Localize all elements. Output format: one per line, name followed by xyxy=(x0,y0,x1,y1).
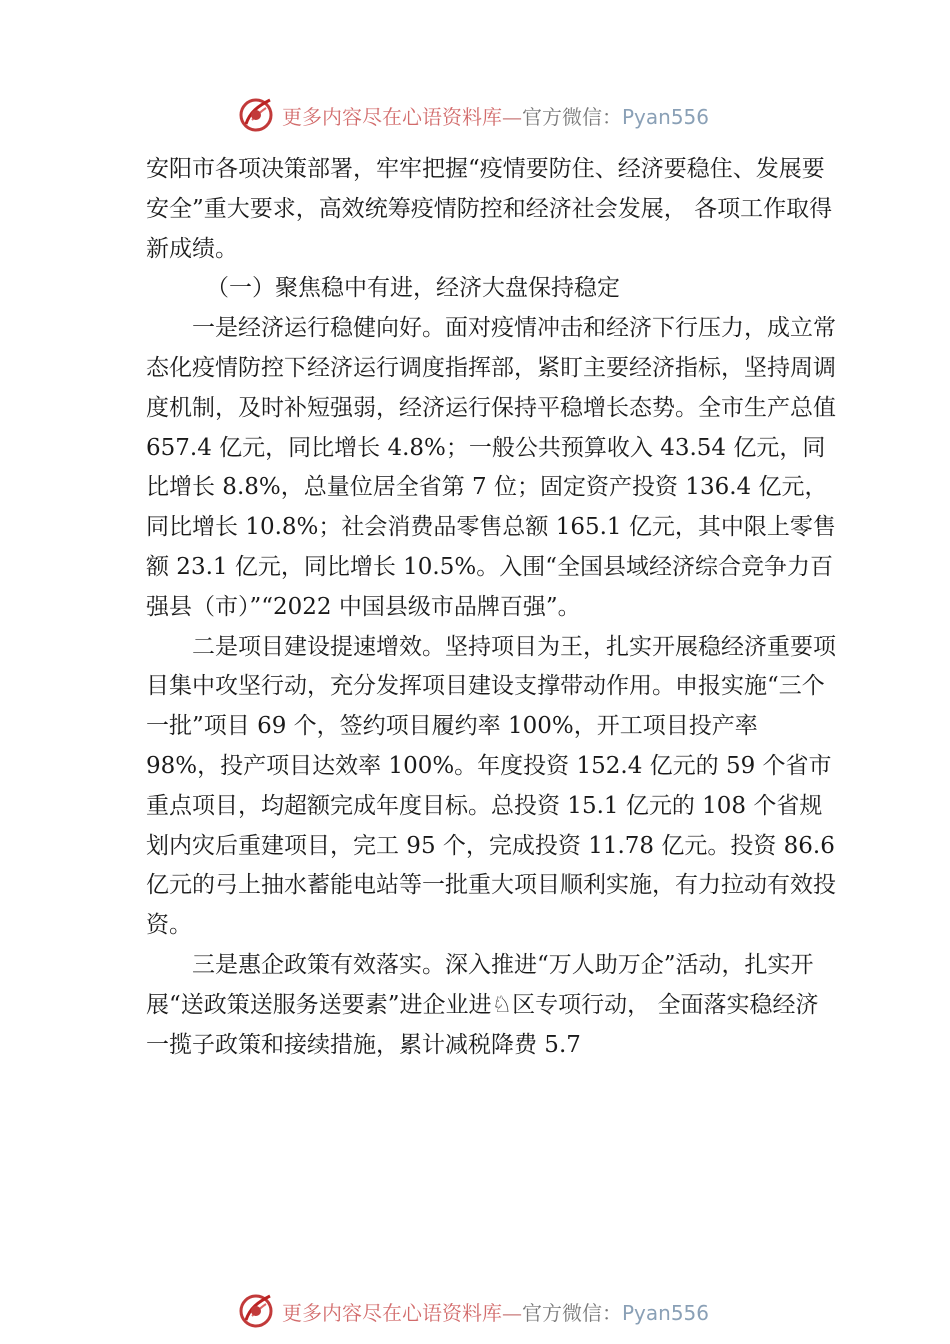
banner-dash: — xyxy=(502,1301,522,1325)
paragraph-projects: 二是项目建设提速增效。坚持项目为王，扎实开展稳经济重要项目集中攻坚行动，充分发挥项目建设支撑带动作用。申报实施“三个一批”项目 69 个，签约项目履约率 100%，开工项目投产率 98%，投产项目达效率 100%。年度投资 152.4 亿元的 59 个省市重点项目，均超额完成年度目标。总投资 15.1 亿元的 108 个省规划内灾后重建项目，完工 95 个，完成投资 11.78 亿元。投资 86.6 亿元的弓上抽水蓄能电站等一批重大项目顺利实施，有力拉动有效投资。 xyxy=(146,633,836,939)
red-wax-seal-logo-icon xyxy=(236,94,276,134)
header-banner xyxy=(0,92,950,136)
section-heading: （一）聚焦稳中有进，经济大盘保持稳定 xyxy=(206,275,620,302)
banner-wechat-id: Pyan556 xyxy=(622,105,710,129)
paragraph-continued: 安阳市各项决策部署，牢牢把握“疫情要防住、经济要稳住、发展要安全”重大要求，高效统筹疫情防控和经济社会发展， 各项工作取得新成绩。 xyxy=(146,156,833,262)
banner-dash: — xyxy=(502,105,522,129)
paragraph-policy: 三是惠企政策有效落实。深入推进“万人助万企”活动，扎实开展“送政策送服务送要素”进企业进♘区专项行动， 全面落实稳经济一揽子政策和接续措施，累计减税降费 5.7 xyxy=(146,951,819,1058)
banner-wechat-id: Pyan556 xyxy=(622,1301,710,1325)
banner-title: 更多内容尽在心语资料库 xyxy=(282,105,502,129)
banner-wechat-label: 官方微信： xyxy=(522,1301,622,1325)
paragraph-economy: 一是经济运行稳健向好。面对疫情冲击和经济下行压力，成立常态化疫情防控下经济运行调度指挥部，紧盯主要经济指标，坚持周调度机制，及时补短强弱，经济运行保持平稳增长态势。全市生产总值 657.4 亿元，同比增长 4.8%；一般公共预算收入 43.54 亿元，同比增长 8.8%，总量位居全省第 7 位；固定资产投资 136.4 亿元，同比增长 10.8%；社会消费品零售总额 165.1 亿元，其中限上零售额 23.1 亿元，同比增长 10.5%。入围“全国县域经济综合竞争力百强县（市）”“2022 中国县级市品牌百强”。 xyxy=(146,315,836,620)
banner-title: 更多内容尽在心语资料库 xyxy=(282,1301,502,1325)
footer-banner xyxy=(0,1288,950,1332)
banner-wechat-label: 官方微信： xyxy=(522,105,622,129)
red-wax-seal-logo-icon xyxy=(236,1290,276,1330)
document-body xyxy=(146,150,836,1065)
